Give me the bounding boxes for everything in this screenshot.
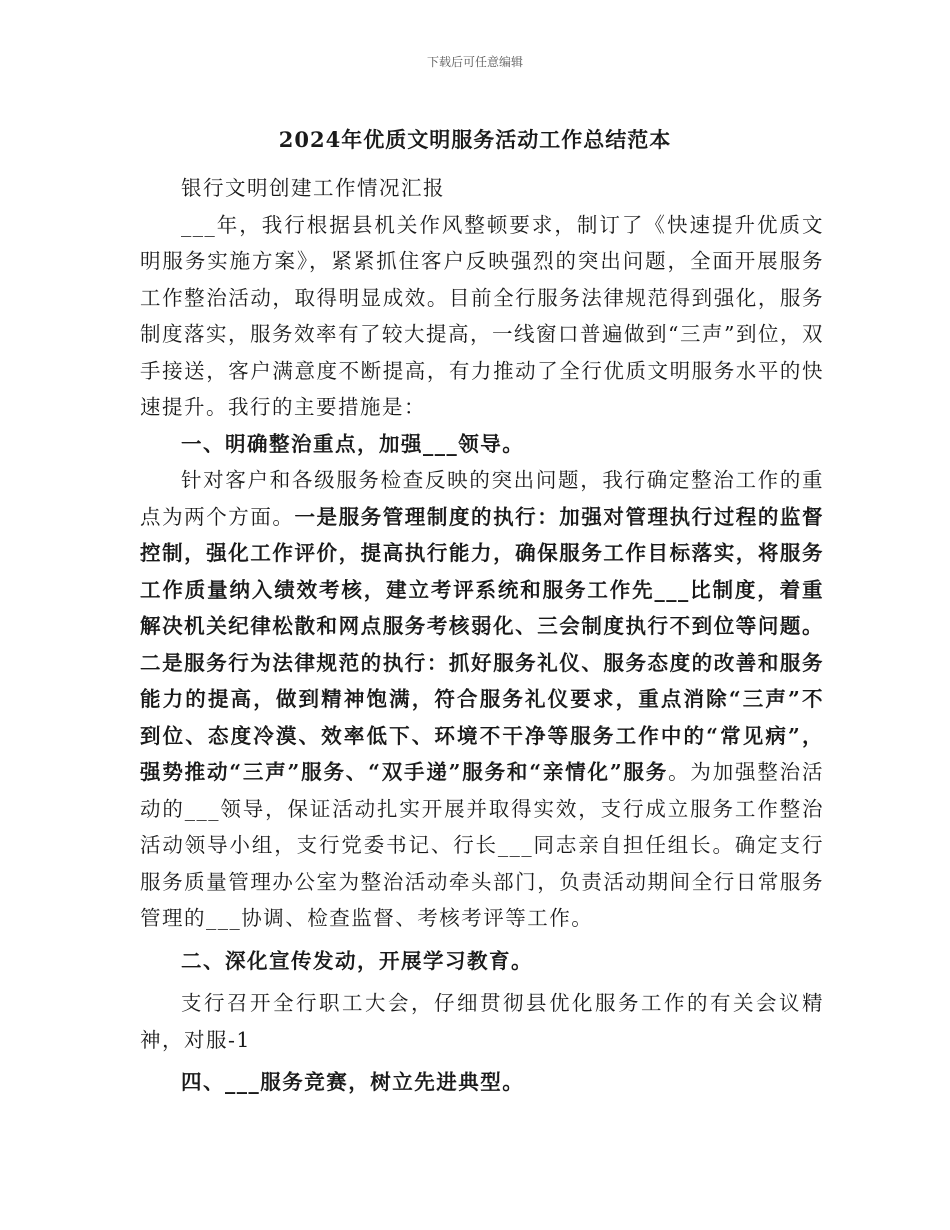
document-title: 2024年优质文明服务活动工作总结范本: [278, 127, 672, 152]
section-1-text-bold: 一是服务管理制度的执行：加强对管理执行过程的监督控制，强化工作评价，提高执行能力，确保服务工作目标落实，将服务工作质量纳入绩效考核，建立考评系统和服务工作先___比制度，着重解决机关纪律松散和网点服务考核弱化、三会制度执行不到位等问题。二是服务行为法律规范的执行：抓好服务礼仪、服务态度的改善和服务能力的提高，做到精神饱满，符合服务礼仪要求，重点消除“三声”不到位、态度冷漠、效率低下、环境不干净等服务工作中的“常见病”，强势推动“三声”服务、“双手递”服务和“亲情化”服务: [140, 504, 825, 784]
section-2-heading: 二、深化宣传发动，开展学习教育。: [181, 948, 533, 973]
section-1-text-start: 针对客户和各级服务检查反映的突出问题，我行确定整治工作的重点为两个方面。: [140, 468, 824, 529]
page-header-note: 下载后可任意编辑: [426, 55, 523, 69]
section-2-paragraph: 支行召开全行职工大会，仔细贯彻县优化服务工作的有关会议精神，对服-1: [140, 991, 824, 1052]
document-body: [140, 170, 824, 1101]
intro-paragraph: ___年，我行根据县机关作风整顿要求，制订了《快速提升优质文明服务实施方案》，紧紧抓住客户反映强烈的突出问题，全面开展服务工作整治活动，取得明显成效。目前全行服务法律规范得到强化，服务制度落实，服务效率有了较大提高，一线窗口普遍做到“三声”到位，双手接送，客户满意度不断提高，有力推动了全行优质文明服务水平的快速提升。我行的主要措施是：: [140, 212, 824, 419]
section-1-heading: 一、明确整治重点，加强___领导。: [181, 431, 525, 456]
section-1-paragraph: [140, 462, 824, 937]
section-4-heading: 四、___服务竞赛，树立先进典型。: [181, 1070, 525, 1094]
subtitle-line: 银行文明创建工作情况汇报: [181, 176, 445, 200]
section-1-text-end: 。为加强整治活动的___领导，保证活动扎实开展并取得实效，支行成立服务工作整治活动领导小组，支行党委书记、行长___同志亲自担任组长。确定支行服务质量管理办公室为整治活动牵头部门，负责活动期间全行日常服务管理的___协调、检查监督、考核考评等工作。: [140, 760, 824, 930]
